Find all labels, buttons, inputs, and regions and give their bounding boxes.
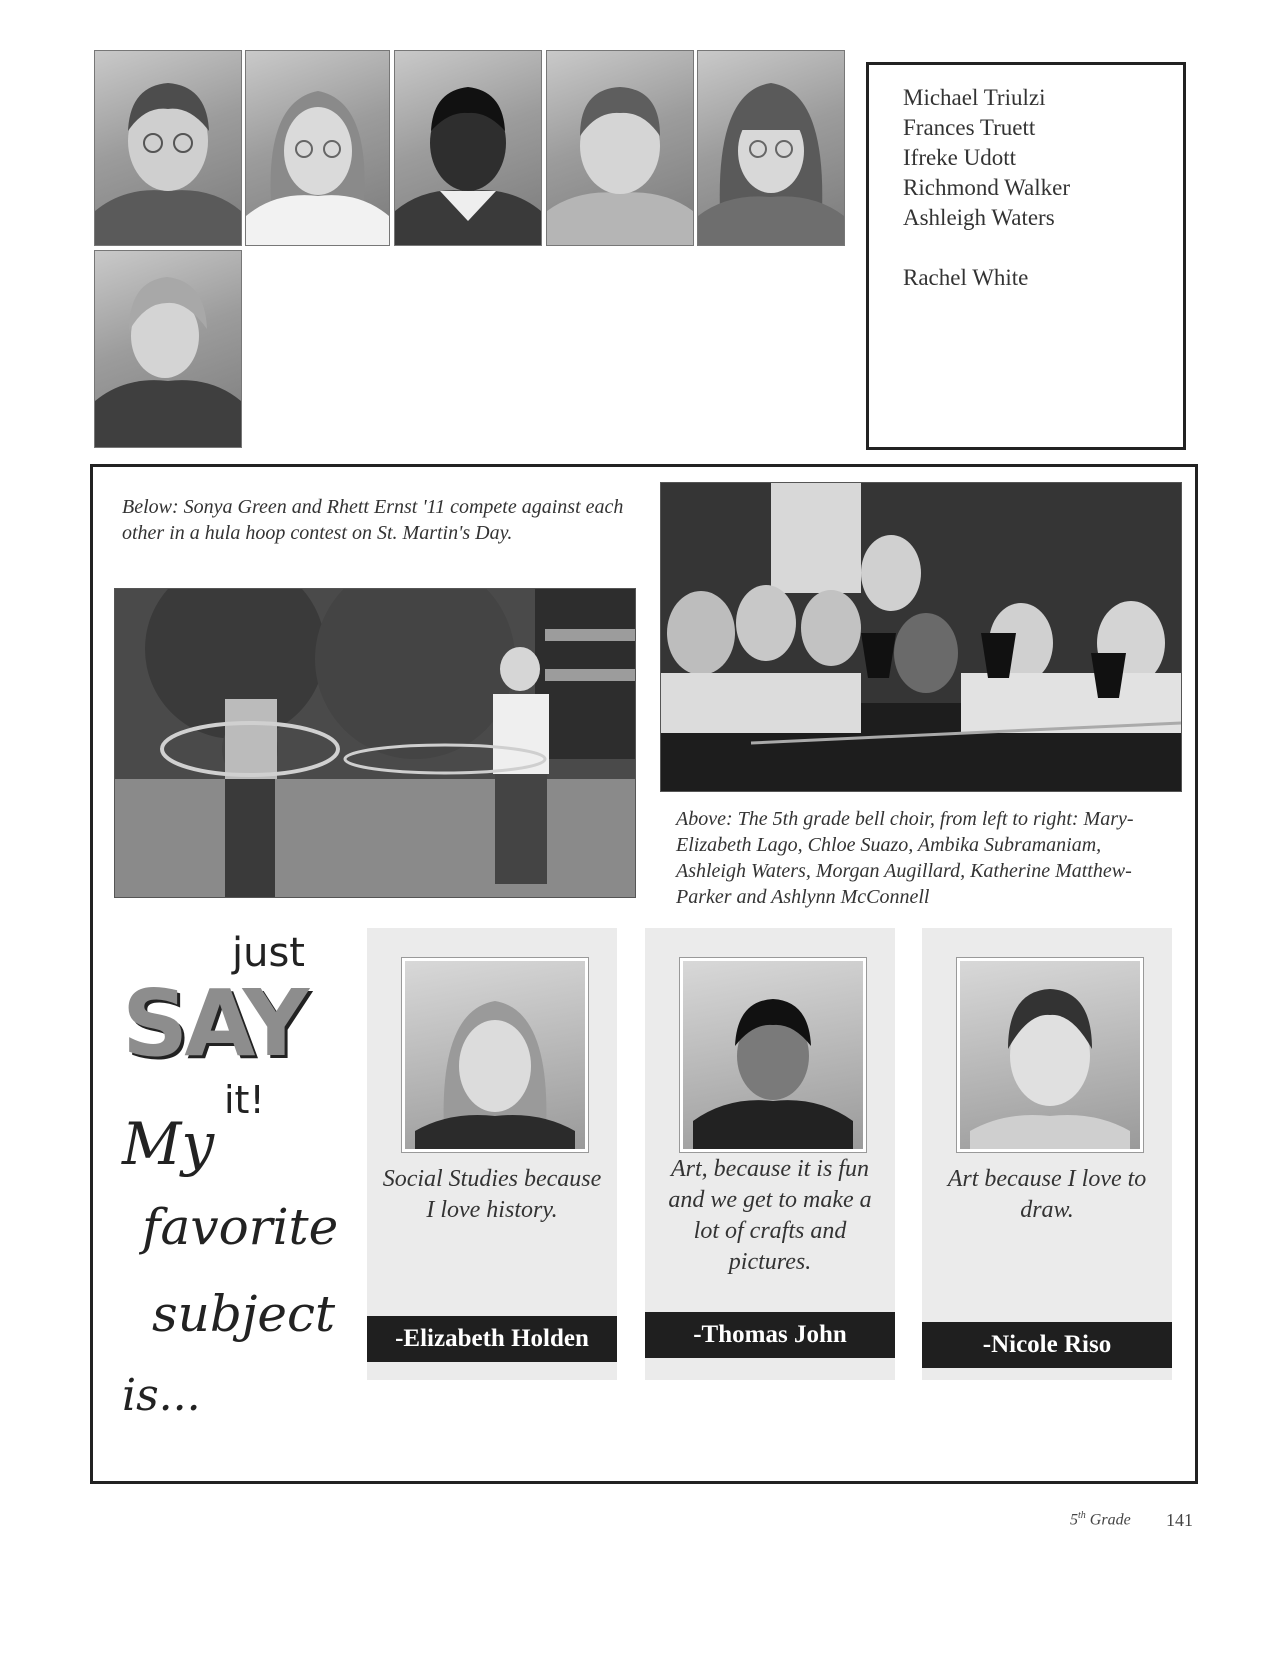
portrait-rachel-white	[94, 250, 242, 448]
quote-portrait	[957, 958, 1143, 1152]
page-number: 141	[1166, 1510, 1193, 1530]
quote-card-thomas-john	[645, 928, 895, 1380]
roster-name: Richmond Walker	[903, 175, 1070, 200]
say-label: SAY	[122, 970, 306, 1077]
section-label: Grade	[1089, 1511, 1131, 1529]
portrait-frances-truett	[245, 50, 390, 246]
just-say-it-graphic	[112, 930, 339, 1450]
portrait-figure	[698, 51, 844, 245]
hula-hoop-photo	[114, 588, 636, 898]
roster-name-list	[866, 62, 1186, 450]
portrait-figure	[395, 51, 541, 245]
portrait-figure	[405, 961, 585, 1149]
roster-name: Ashleigh Waters	[903, 205, 1055, 230]
portrait-ashleigh-waters	[697, 50, 845, 246]
quote-card-elizabeth-holden	[367, 928, 617, 1380]
section-number: 5	[1070, 1511, 1078, 1529]
quote-text: Art because I love to draw.	[947, 1166, 1147, 1223]
portrait-ifreke-udott	[394, 50, 542, 246]
name-gap	[903, 233, 1183, 263]
portrait-figure	[246, 51, 389, 245]
quote-text: Social Studies because I love history.	[382, 1166, 602, 1223]
prompt-line: is...	[122, 1370, 201, 1421]
roster-name: Michael Triulzi	[903, 85, 1046, 110]
section-suffix: th	[1078, 1510, 1086, 1521]
portrait-figure	[95, 251, 241, 447]
hula-hoop-scene	[115, 589, 635, 897]
roster-name: Rachel White	[903, 265, 1029, 290]
quote-author: -Elizabeth Holden	[367, 1316, 617, 1362]
quote-portrait	[680, 958, 866, 1152]
just-label: just	[232, 930, 305, 976]
quote-card-nicole-riso	[922, 928, 1172, 1380]
bell-choir-caption: Above: The 5th grade bell choir, from left to right: Mary-Elizabeth Lago, Chloe Suazo, Ambika Subramaniam, Ashleigh Waters, Morgan Augillard, Katherine Matthew-Parker and Ashlynn McConnell	[676, 808, 1134, 908]
portrait-figure	[960, 961, 1140, 1149]
bell-choir-photo	[660, 482, 1182, 792]
portrait-michael-triulzi	[94, 50, 242, 246]
quote-author: -Thomas John	[645, 1312, 895, 1358]
prompt-line: favorite	[142, 1198, 339, 1256]
quote-text: Art, because it is fun and we get to make a lot of crafts and pictures.	[668, 1156, 872, 1275]
quote-author: -Nicole Riso	[922, 1322, 1172, 1368]
hula-hoop-caption: Below: Sonya Green and Rhett Ernst '11 compete against each other in a hula hoop contest on St. Martin's Day.	[122, 496, 624, 544]
prompt-line: subject	[152, 1285, 336, 1343]
prompt-line: My	[122, 1110, 215, 1178]
portrait-figure	[547, 51, 693, 245]
bell-choir-scene	[661, 483, 1181, 791]
quote-portrait	[402, 958, 588, 1152]
portrait-richmond-walker	[546, 50, 694, 246]
page-footer	[1070, 1510, 1131, 1529]
it-label: it!	[224, 1078, 265, 1122]
portrait-figure	[95, 51, 241, 245]
portrait-figure	[683, 961, 863, 1149]
roster-name: Ifreke Udott	[903, 145, 1017, 170]
roster-name: Frances Truett	[903, 115, 1036, 140]
